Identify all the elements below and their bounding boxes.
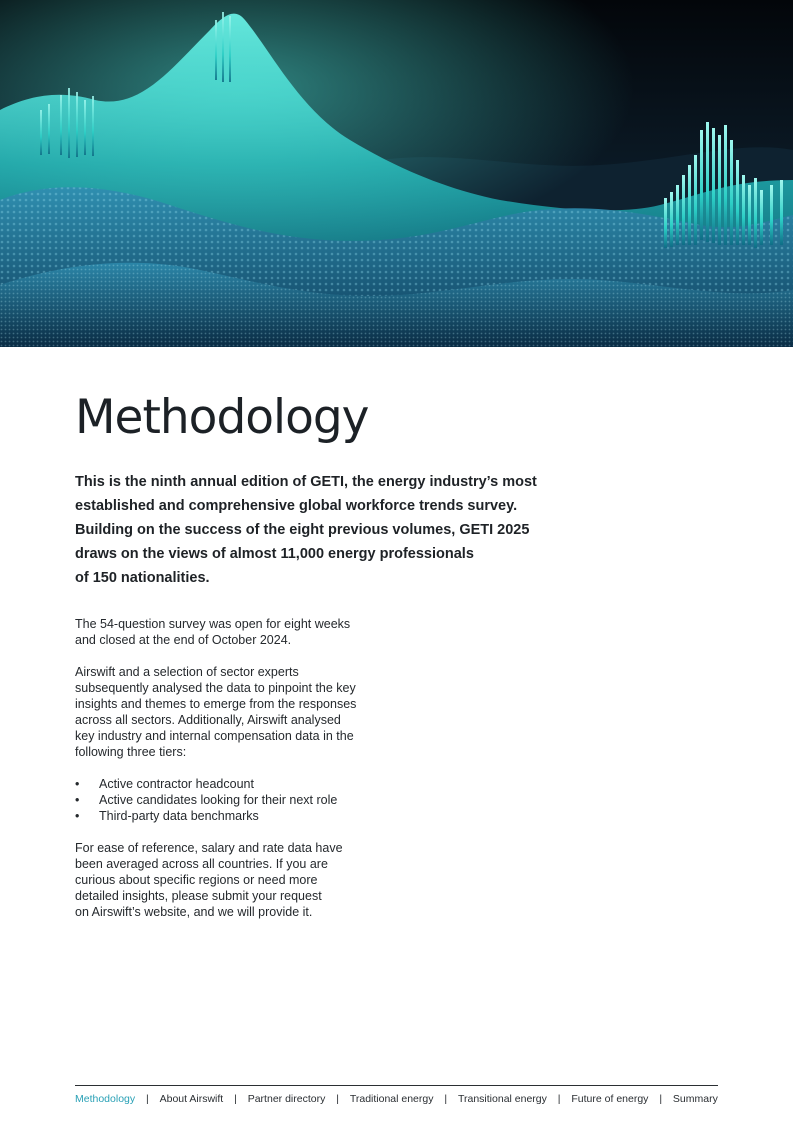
- footer-link-traditional-energy[interactable]: Traditional energy: [349, 1093, 434, 1105]
- bullet-icon: •: [75, 809, 80, 823]
- footer-link-summary[interactable]: Summary: [672, 1093, 718, 1105]
- page-title: Methodology: [75, 390, 369, 445]
- text-line: The 54-question survey was open for eight weeks: [75, 617, 351, 631]
- text-line: key industry and internal compensation data in the: [75, 729, 354, 743]
- tier-list: [75, 776, 405, 824]
- text-line: and closed at the end of October 2024.: [75, 633, 292, 647]
- footer-link-methodology[interactable]: Methodology: [75, 1093, 136, 1105]
- footer-separator: |: [659, 1093, 663, 1105]
- text-line: curious about specific regions or need more: [75, 873, 318, 887]
- text-line: following three tiers:: [75, 745, 187, 759]
- footer-link-partner-directory[interactable]: Partner directory: [247, 1093, 326, 1105]
- text-line: subsequently analysed the data to pinpoint the key: [75, 681, 356, 695]
- body-column: [75, 616, 405, 936]
- text-line: across all sectors. Additionally, Airswift analysed: [75, 713, 341, 727]
- list-item: [75, 776, 405, 792]
- hero-illustration: [0, 0, 793, 347]
- footer-separator: |: [234, 1093, 237, 1105]
- intro-line: draws on the views of almost 11,000 energy professionals: [75, 546, 474, 562]
- bullet-icon: •: [75, 793, 80, 807]
- intro-line: established and comprehensive global workforce trends survey.: [75, 498, 518, 514]
- intro-line: Building on the success of the eight previous volumes, GETI 2025: [75, 522, 530, 538]
- list-item-label: Third-party data benchmarks: [99, 809, 259, 823]
- intro-line: of 150 nationalities.: [75, 570, 210, 586]
- footer-link-about-airswift[interactable]: About Airswift: [159, 1093, 224, 1105]
- list-item: [75, 808, 405, 824]
- text-line: For ease of reference, salary and rate data have: [75, 841, 343, 855]
- footer-divider: [75, 1085, 718, 1086]
- footer-link-future-of-energy[interactable]: Future of energy: [571, 1093, 649, 1105]
- intro-line: This is the ninth annual edition of GETI, the energy industry’s most: [75, 474, 537, 490]
- footer-navigation: [75, 1093, 718, 1105]
- text-line: on Airswift’s website, and we will provide it.: [75, 905, 313, 919]
- list-item-label: Active contractor headcount: [99, 777, 254, 791]
- analysis-paragraph: [75, 664, 405, 760]
- text-line: insights and themes to emerge from the responses: [75, 697, 357, 711]
- footer-separator: |: [444, 1093, 448, 1105]
- bullet-icon: •: [75, 777, 80, 791]
- survey-paragraph: [75, 616, 405, 648]
- footer-separator: |: [336, 1093, 339, 1105]
- footer-link-transitional-energy[interactable]: Transitional energy: [457, 1093, 547, 1105]
- footer-separator: |: [146, 1093, 149, 1105]
- list-item-label: Active candidates looking for their next role: [99, 793, 338, 807]
- intro-paragraph: [75, 470, 575, 590]
- reference-paragraph: [75, 840, 405, 920]
- footer-separator: |: [557, 1093, 561, 1105]
- list-item: [75, 792, 405, 808]
- text-line: been averaged across all countries. If you are: [75, 857, 328, 871]
- text-line: Airswift and a selection of sector experts: [75, 665, 299, 679]
- hero-image: [0, 0, 793, 347]
- text-line: detailed insights, please submit your request: [75, 889, 322, 903]
